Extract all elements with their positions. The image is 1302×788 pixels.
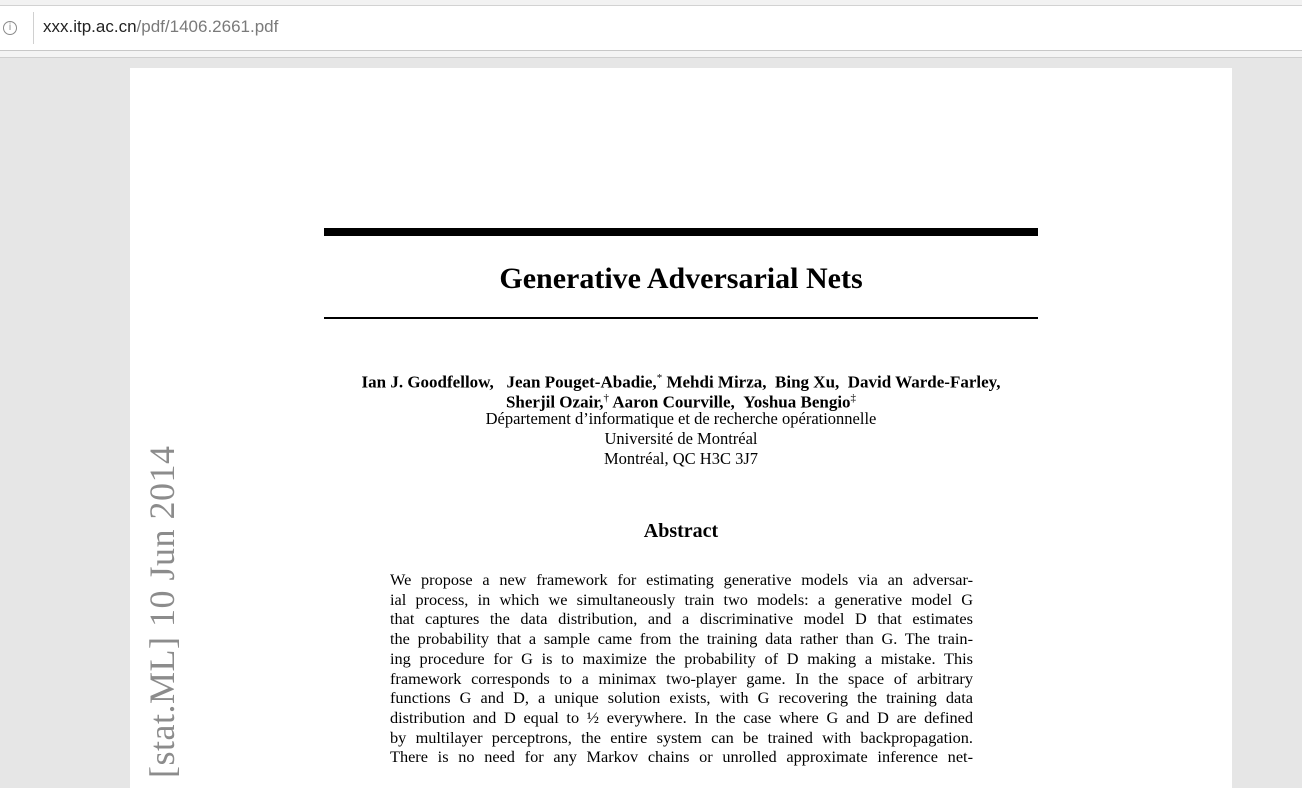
toolbar-divider — [0, 51, 1302, 58]
affiliation-department: Département d’informatique et de recherche opérationnelle — [485, 409, 877, 428]
author: David Warde-Farley, — [847, 372, 1001, 392]
abstract-line: There is no need for any Markov chains or unrolled approximate inference net- — [390, 747, 973, 767]
info-icon[interactable]: i — [3, 21, 17, 35]
title-top-rule — [324, 228, 1038, 236]
title-bottom-rule — [324, 317, 1038, 319]
abstract-line: framework corresponds to a minimax two-player game. In the space of arbitrary — [390, 668, 973, 688]
arxiv-stamp: [stat.ML] 10 Jun 2014 — [142, 445, 182, 778]
author: Mehdi Mirza, — [666, 372, 767, 392]
paper-title: Generative Adversarial Nets — [499, 262, 863, 295]
author: Jean Pouget-Abadie, — [506, 372, 657, 392]
abstract-heading: Abstract — [643, 520, 719, 542]
abstract-line: We propose a new framework for estimating generative models via an adversar- — [390, 570, 973, 589]
author: Ian J. Goodfellow, — [361, 372, 494, 392]
abstract-line: functions G and D, a unique solution exists, with G recovering the training data — [390, 688, 973, 708]
abstract-line: ial process, in which we simultaneously train two models: a generative model G — [390, 589, 973, 609]
pdf-page[interactable] — [130, 68, 1232, 788]
abstract-line: by multilayer perceptrons, the entire system can be trained with backpropagation. — [390, 727, 973, 747]
url-host: xxx.itp.ac.cn — [43, 17, 137, 36]
author-footnote-mark: † — [603, 392, 610, 404]
author-footnote-mark: ‡ — [850, 392, 857, 404]
author: Yoshua Bengio — [743, 392, 851, 412]
abstract-line: distribution and D equal to ½ everywhere. In the case where G and D are defined — [390, 707, 973, 727]
abstract-body — [390, 570, 973, 767]
url-path: /pdf/1406.2661.pdf — [136, 17, 279, 36]
url-text[interactable] — [43, 15, 278, 39]
abstract-line: that captures the data distribution, and a discriminative model D that estimates — [390, 609, 973, 629]
author: Bing Xu, — [775, 372, 840, 392]
abstract-line: ing procedure for G is to maximize the probability of D making a mistake. This — [390, 648, 973, 668]
address-divider — [33, 12, 34, 44]
author-footnote-mark: * — [656, 372, 663, 384]
abstract-line: the probability that a sample came from the training data rather than G. The train- — [390, 629, 973, 649]
affiliation-university: Université de Montréal — [604, 429, 758, 448]
author: Sherjil Ozair, — [505, 392, 604, 412]
author: Aaron Courville, — [612, 392, 735, 412]
address-bar[interactable] — [0, 6, 1302, 51]
affiliation-address: Montréal, QC H3C 3J7 — [604, 449, 758, 468]
